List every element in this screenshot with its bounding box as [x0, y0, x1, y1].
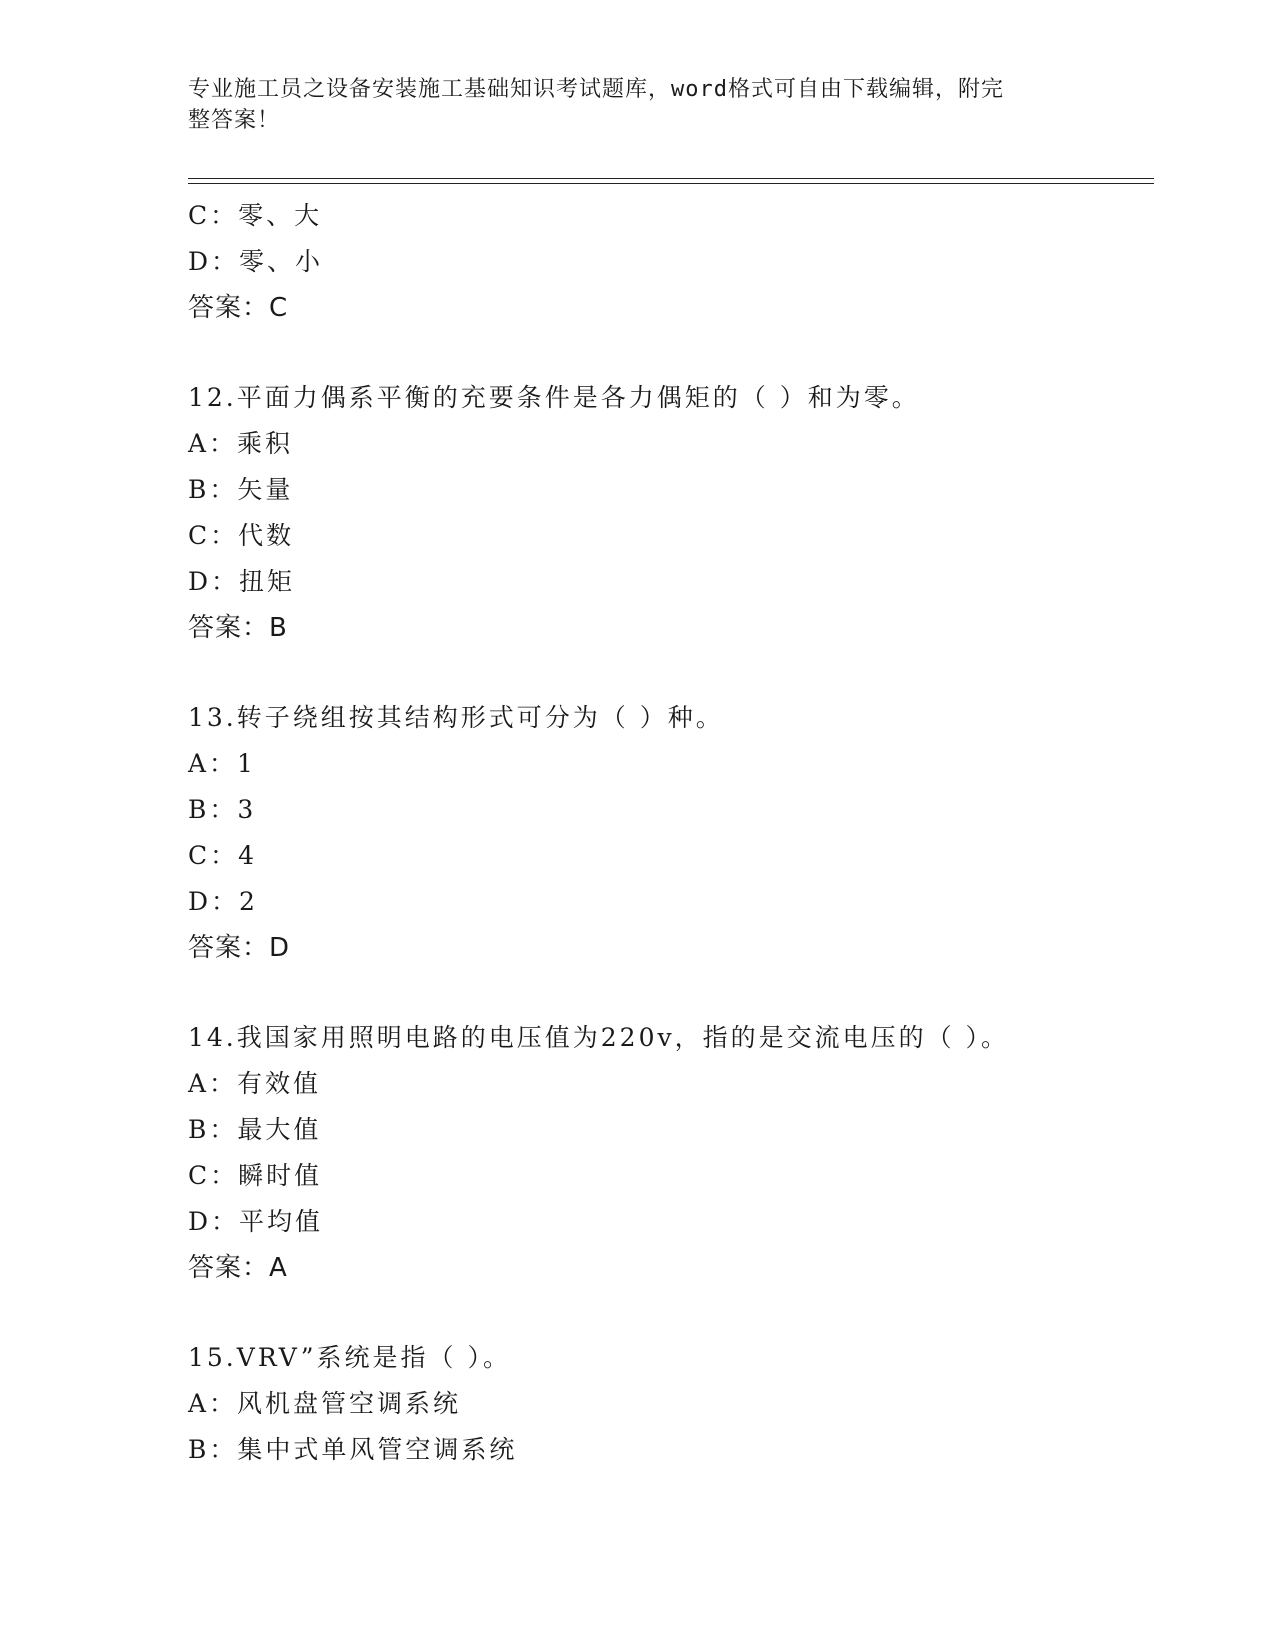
question-list	[188, 193, 1148, 1473]
question-text: 13.转子绕组按其结构形式可分为（ ）种。	[188, 703, 724, 732]
header-line-1: 专业施工员之设备安装施工基础知识考试题库，word格式可自由下载编辑，附完	[188, 77, 1004, 102]
header-divider-bottom	[188, 183, 1154, 184]
question-12	[188, 375, 1148, 651]
option-a: A：有效值	[188, 1069, 322, 1098]
question-text: 15.VRV”系统是指（ ）。	[188, 1343, 511, 1372]
question-15	[188, 1335, 1148, 1473]
header-line-2: 整答案！	[188, 108, 281, 133]
option-d: D：扭矩	[188, 567, 296, 596]
option-c: C：代数	[188, 521, 295, 550]
option-d: D：平均值	[188, 1207, 324, 1236]
option-c: C：零、大	[188, 201, 323, 230]
answer-line: 答案：C	[188, 293, 289, 323]
option-a: A：风机盘管空调系统	[188, 1389, 462, 1418]
answer-line: 答案：A	[188, 1253, 288, 1283]
option-b: B：最大值	[188, 1115, 322, 1144]
option-d: D：2	[188, 887, 258, 916]
option-b: B：3	[188, 795, 257, 824]
option-b: B：集中式单风管空调系统	[188, 1435, 518, 1464]
answer-line: 答案：B	[188, 613, 288, 643]
document-header	[188, 74, 1068, 136]
question-text: 12.平面力偶系平衡的充要条件是各力偶矩的（ ）和为零。	[188, 383, 920, 412]
question-11-tail	[188, 193, 1148, 331]
option-c: C：4	[188, 841, 258, 870]
option-a: A：1	[188, 749, 256, 778]
question-text: 14.我国家用照明电路的电压值为220v，指的是交流电压的（ ）。	[188, 1023, 1010, 1052]
answer-line: 答案：D	[188, 933, 291, 963]
question-14	[188, 1015, 1148, 1291]
option-b: B：矢量	[188, 475, 294, 504]
header-divider-top	[188, 178, 1154, 179]
option-a: A：乘积	[188, 429, 294, 458]
option-d: D：零、小	[188, 247, 324, 276]
question-13	[188, 695, 1148, 971]
option-c: C：瞬时值	[188, 1161, 323, 1190]
